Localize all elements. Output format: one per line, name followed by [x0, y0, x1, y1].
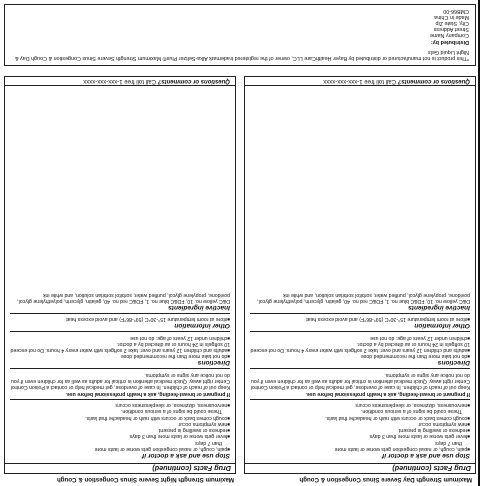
- keep-out-warning: Keep out of reach of children. In case of overdose, get medical help or contact a Poison Control Center right away. Quick medical attention is critical for adults as well as for children even if you do not notice any signs or symptoms.: [250, 371, 470, 391]
- product-code: CMB66-00: [443, 7, 469, 14]
- other-information-line: ■ store at room temperature 15°-30°C (59°-86°F) and avoid excess heat: [250, 316, 470, 322]
- stop-use-line: These could be signs of a serious condition.: [121, 408, 222, 415]
- pregnant-warning: If pregnant or breast-feeding, ask a health professional before use.: [305, 390, 470, 397]
- stop-use-line: ■ nervousness, dizziness, or sleeplessness occurs: [250, 402, 470, 408]
- directions-line: ■ adults and children 12 years and over: take 2 softgels with water every 4 hours. Do not exceed 10 softgels in 24 hours or as directed by a doctor.: [250, 341, 470, 354]
- directions-line: ■ children under 12 years of age: do not use: [10, 334, 230, 340]
- stop-use-line: ■ cough comes back or occurs with rash or headache that lasts.: [10, 414, 230, 420]
- questions-phone: Call toll free 1-xxx-xxx-xxxx: [323, 78, 396, 84]
- directions-line: ■ do not take more than the recommended dose: [10, 353, 230, 359]
- stop-use-line: ■ new symptoms occur: [10, 421, 230, 427]
- distributed-by-label: Distributed by:: [430, 38, 469, 45]
- questions-phone: Call toll free 1-xxx-xxx-xxxx: [83, 78, 156, 84]
- questions-line: [5, 77, 235, 86]
- stop-use-line: ■ cough comes back or occurs with rash or headache that lasts.: [250, 414, 470, 420]
- stop-use-line: ■ new symptoms occur: [250, 421, 470, 427]
- directions-heading: Directions: [197, 359, 230, 367]
- stop-use-heading: Stop use and ask a doctor if: [142, 452, 230, 459]
- other-information-heading: Other information: [174, 322, 230, 330]
- other-information-line: ■ store at room temperature 15°-30°C (59°-86°F) and avoid excess heat: [10, 316, 230, 322]
- stop-use-line: ■ fever gets worse or lasts more than 3 days: [10, 433, 230, 439]
- stop-use-line: ■ redness or swelling is present: [250, 427, 470, 433]
- drug-facts-panel-night: [4, 76, 236, 474]
- inactive-ingredients-text: D&C yellow no. 10, FD&C blue no. 1, FD&C red no. 40, gelatin, glycerin, polyethylene glycol, povidone, propylene glycol, purified water, sorbitol sorbitan solution, and white ink: [257, 291, 470, 304]
- stop-use-line: ■ nervousness, dizziness, or sleeplessness occurs: [10, 402, 230, 408]
- city-state-zip: City, State Zip: [435, 19, 469, 26]
- trademark-statement: *This product is not manufactured or distributed by Bayer HealthCare LLC, owner of the registered trademark Alka-Seltzer Plus® Maximum Strength Severe Sinus Congestion & Cough Day & Night Liquid Gels: [14, 48, 469, 61]
- stop-use-line: These could be signs of a serious condition.: [361, 408, 462, 415]
- distributor-box: [4, 4, 476, 66]
- directions-line: ■ adults and children 12 years and over: take 2 softgels with water every 4 hours. Do not exceed 10 softgels in 24 hours or as directed by a doctor.: [10, 341, 230, 354]
- made-in: Made in China: [434, 13, 469, 20]
- stop-use-line: than 7 days: [435, 439, 462, 446]
- inactive-ingredients-heading: Inactive ingredients: [168, 303, 230, 311]
- directions-line: ■ children under 12 years of age: do not use: [250, 334, 470, 340]
- company-name: Company Name: [430, 32, 469, 39]
- stop-use-line: ■ pain, cough, or nasal congestion gets worse or lasts more: [10, 446, 230, 452]
- drug-facts-panel-day: [244, 76, 476, 474]
- drug-facts-header: Drug Facts (continued): [5, 463, 235, 473]
- right-panel-title: Maximum Strength Night Severe Sinus Congestion & Cough: [56, 476, 234, 483]
- questions-label: Questions or comments?: [397, 78, 470, 84]
- inactive-ingredients-heading: Inactive ingredients: [408, 303, 470, 311]
- stop-use-line: ■ fever gets worse or lasts more than 3 days: [250, 433, 470, 439]
- stop-use-line: than 7 days: [195, 439, 222, 446]
- questions-line: [245, 77, 475, 86]
- other-information-heading: Other information: [414, 322, 470, 330]
- pregnant-warning: If pregnant or breast-feeding, ask a health professional before use.: [65, 390, 230, 397]
- directions-line: ■ do not take more than the recommended dose: [250, 353, 470, 359]
- stop-use-line: ■ pain, cough, or nasal congestion gets worse or lasts more: [250, 446, 470, 452]
- left-panel-title: Maximum Strength Day Severe Sinus Congestion & Cough: [299, 476, 472, 483]
- inactive-ingredients-text: D&C yellow no. 10, FD&C blue no. 1, FD&C red no. 40, gelatin, glycerin, polyethylene glycol, povidone, propylene glycol, purified water, sorbitol sorbitan solution, and white ink: [17, 291, 230, 304]
- stop-use-heading: Stop use and ask a doctor if: [382, 452, 470, 459]
- drug-facts-header: Drug Facts (continued): [245, 463, 475, 473]
- street-address: Street Address: [433, 26, 469, 33]
- questions-label: Questions or comments?: [157, 78, 230, 84]
- stop-use-line: ■ redness or swelling is present: [10, 427, 230, 433]
- directions-heading: Directions: [437, 359, 470, 367]
- keep-out-warning: Keep out of reach of children. In case of overdose, get medical help or contact a Poison Control Center right away. Quick medical attention is critical for adults as well as for children even if you do not notice any signs or symptoms.: [10, 371, 230, 391]
